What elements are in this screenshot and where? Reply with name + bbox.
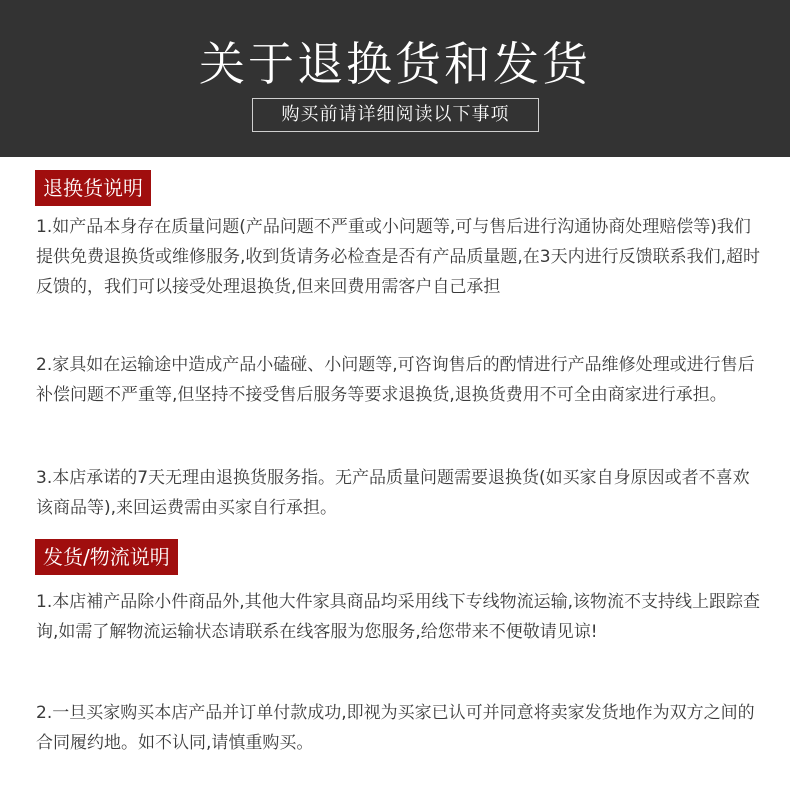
returns-paragraph-3: 3.本店承诺的7天无理由退换货服务指。无产品质量问题需要退换货(如买家自身原因或者不喜欢该商品等),来回运费需由买家自行承担。 xyxy=(36,468,750,518)
page-title: 关于退换货和发货 xyxy=(199,37,591,91)
shipping-heading: 发货/物流说明 xyxy=(35,539,178,575)
page-subtitle: 购买前请详细阅读以下事项 xyxy=(252,98,539,132)
header-banner xyxy=(0,0,790,157)
shipping-paragraph-2: 2.一旦买家购买本店产品并订单付款成功,即视为买家已认可并同意将卖家发货地作为双方之间的合同履约地。如不认同,请慎重购买。 xyxy=(36,703,755,753)
shipping-paragraph-1: 1.本店補产品除小件商品外,其他大件家具商品均采用线下专线物流运输,该物流不支持线上跟踪查询,如需了解物流运输状态请联系在线客服为您服务,给您带来不便敬请见谅! xyxy=(36,592,761,642)
returns-paragraph-2: 2.家具如在运输途中造成产品小磕碰、小问题等,可咨询售后的酌情进行产品维修处理或进行售后补偿问题不严重等,但坚持不接受售后服务等要求退换货,退换货费用不可全由商家进行承担。 xyxy=(36,355,755,405)
returns-paragraph-1: 1.如产品本身存在质量问题(产品问题不严重或小问题等,可与售后进行沟通协商处理赔偿等)我们提供免费退换货或维修服务,收到货请务必检查是否有产品质量题,在3天内进行反馈联系我们,超时反馈的，我们可以接受处理退换货,但来回费用需客户自己承担 xyxy=(36,217,761,297)
returns-heading: 退换货说明 xyxy=(35,170,151,206)
